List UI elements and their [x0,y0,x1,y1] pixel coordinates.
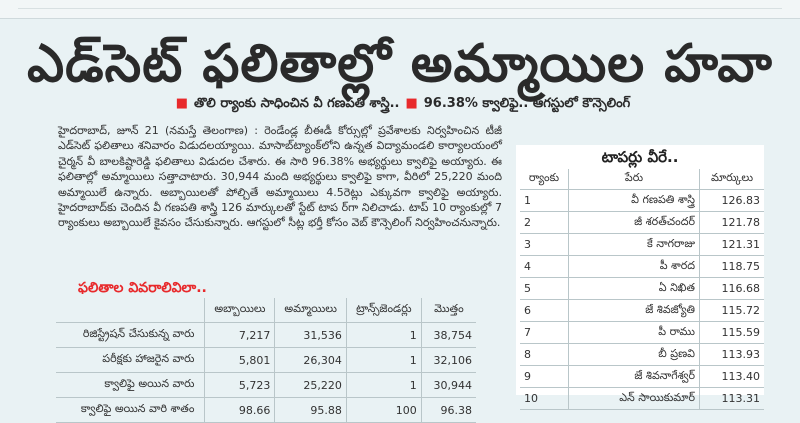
cell-rank: 1 [520,190,569,212]
table-row [56,348,476,373]
cell-rank: 7 [520,322,569,344]
cell-name: వీ గణపతి శాస్త్రి [569,190,700,212]
cell-name: బీ ప్రణవి [569,344,700,366]
table-row [56,323,476,348]
cell-name: జే శివనాగేశ్వర్ [569,366,700,388]
table-row [520,256,764,278]
row-label: క్వాలిఫై అయిన వారు [56,373,205,398]
cell-marks: 115.72 [700,300,765,322]
table-row [520,278,764,300]
bullet-icon: ■ [405,96,418,111]
top-bar [0,0,800,19]
cell-boys: 98.66 [205,398,275,423]
cell-name: పీ రాము [569,322,700,344]
subheadline-part-1: తొలి ర్యాంకు సాధించిన వీ గణపతి శాస్త్రి.. [194,96,400,111]
table-row [520,344,764,366]
table-header-row [520,169,764,190]
cell-transgender: 1 [346,348,421,373]
cell-boys: 7,217 [205,323,275,348]
cell-boys: 5,801 [205,348,275,373]
cell-girls: 31,536 [275,323,347,348]
header-boys: అబ్బాయిలు [205,298,275,323]
header-empty [56,298,205,323]
subheadline [0,96,800,114]
cell-marks: 121.78 [700,212,765,234]
cell-marks: 126.83 [700,190,765,212]
cell-name: జీ శరత్‌చందర్ [569,212,700,234]
cell-total: 32,106 [421,348,476,373]
table-row [520,366,764,388]
cell-transgender: 1 [346,323,421,348]
cell-rank: 8 [520,344,569,366]
cell-marks: 116.68 [700,278,765,300]
cell-total: 38,754 [421,323,476,348]
header-girls: అమ్మాయిలు [275,298,347,323]
bullet-icon: ■ [175,96,189,111]
table-row [520,388,764,410]
cell-rank: 9 [520,366,569,388]
cell-marks: 115.59 [700,322,765,344]
cell-marks: 113.40 [700,366,765,388]
table-row [520,212,764,234]
cell-name: ఏ నిఖిత [569,278,700,300]
header-transgender: ట్రాన్స్‌జెండర్లు [346,298,421,323]
cell-girls: 95.88 [275,398,347,423]
header-total: మొత్తం [421,298,476,323]
cell-girls: 25,220 [275,373,347,398]
cell-name: జే శివజ్యోతి [569,300,700,322]
table-row [520,190,764,212]
cell-marks: 121.31 [700,234,765,256]
cell-marks: 113.93 [700,344,765,366]
cell-name: కే నాగరాజు [569,234,700,256]
cell-transgender: 1 [346,373,421,398]
table-header-row [56,298,476,323]
cell-rank: 6 [520,300,569,322]
cell-boys: 5,723 [205,373,275,398]
cell-total: 96.38 [421,398,476,423]
cell-rank: 5 [520,278,569,300]
cell-marks: 113.31 [700,388,765,410]
header-rank: ర్యాంకు [520,169,569,190]
header-marks: మార్కులు [700,169,765,190]
table-row [520,322,764,344]
cell-total: 30,944 [421,373,476,398]
cell-rank: 4 [520,256,569,278]
row-label: పరీక్షకు హాజరైన వారు [56,348,205,373]
cell-name: ఎన్ సాయికుమార్ [569,388,700,410]
cell-rank: 2 [520,212,569,234]
details-title: ఫలితాల వివరాలివిలా.. [78,280,207,296]
toppers-title: టాపర్లు వీరే.. [601,148,679,166]
divider [18,8,782,9]
table-row [520,234,764,256]
header-name: పేరు [569,169,700,190]
results-table [56,298,476,423]
table-row [520,300,764,322]
table-row [56,373,476,398]
row-label: క్వాలిఫై అయిన వారి శాతం [56,398,205,423]
toppers-table [520,169,764,410]
subheadline-part-2: 96.38% క్వాలిఫై.. ఆగస్టులో కౌన్సెలింగ్ [423,96,631,111]
cell-name: పీ శారద [569,256,700,278]
cell-marks: 118.75 [700,256,765,278]
article-body: హైదరాబాద్, జూన్ 21 (నమస్తే తెలంగాణ) : రెండేండ్ల బీఈడీ కోర్సుల్లో ప్రవేశాలకు నిర్వహించిన టీజీ ఎడ్‌సెట్ ఫలితాలు శనివారం విడుదలయ్యాయి. మాసాబ్‌ట్యాంక్‌లోని ఉన్నత విద్యామండలి కార్యాలయంలో చైర్మన్ వీ బాలకిష్టారెడ్డి ఫలితాలు విడుదల చేశారు. ఈ సారి 96.38% అభ్యర్థులు క్వాలిఫై అయ్యారు. ఈ ఫలితాల్లో అమ్మాయిలు సత్తాచాటారు. 30,944 మంది అభ్యర్థులు క్వాలిఫై కాగా, వీరిలో 25,220 మంది అమ్మాయిలే ఉన్నారు. అబ్బాయిలతో పోల్చితే అమ్మాయిలు 4.5రెట్లు ఎక్కువగా క్వాలిఫై అయ్యారు. హైదరాబాద్‌కు చెందిన వీ గణపతి శాస్త్రి 126 మార్కులతో స్టేట్ టాప ర్‌గా నిలిచాడు. టాప్ 10 ర్యాంకుల్లో 7 ర్యాంకులు అబ్బాయిలే కైవసం చేసుకున్నారు. ఆగస్టులో సీట్ల భర్తీ కోసం వెబ్ కౌన్సెలింగ్ నిర్వహించనున్నారు. [58,124,502,230]
cell-girls: 26,304 [275,348,347,373]
cell-rank: 3 [520,234,569,256]
row-label: రిజిస్ట్రేషన్ చేసుకున్న వారు [56,323,205,348]
cell-rank: 10 [520,388,569,410]
cell-transgender: 100 [346,398,421,423]
headline: ఎడ్‌సెట్ ఫలితాల్లో అమ్మాయిల హవా [27,33,773,94]
table-row [56,398,476,423]
